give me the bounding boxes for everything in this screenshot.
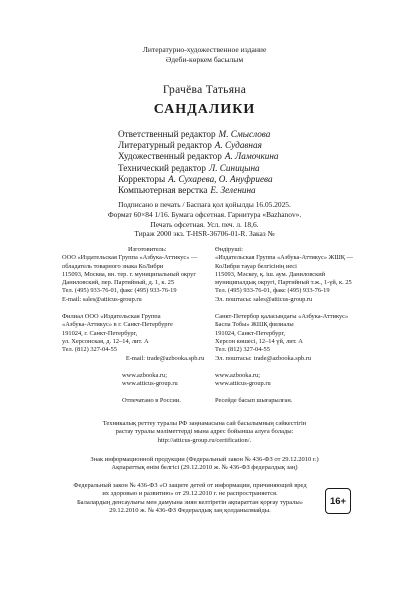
law-line: Балалардың денсаулығы мен дамуына зиян келтіретін ақпараттан қорғау туралы» xyxy=(76,498,304,506)
credit-row xyxy=(118,163,318,174)
email-line-2 xyxy=(62,354,205,363)
email-label: Эл. поштасы: xyxy=(215,354,252,362)
branch-line: Филиал ООО «Издательская Группа xyxy=(62,313,161,321)
credit-role: Корректоры xyxy=(118,173,166,184)
print-info-line: Подписано в печать / Баспаға қол қойылды 16.05.2025. xyxy=(118,200,291,209)
site-line: www.atticus-group.ru xyxy=(122,380,178,388)
credit-role: Компьютерная верстка xyxy=(118,185,208,196)
genre-line-kz: Әдеби-көркем басылым xyxy=(165,55,244,64)
credit-name: М. Смыслова xyxy=(218,129,271,139)
credit-name: А. Ламочкина xyxy=(224,151,279,162)
email-line-2 xyxy=(215,355,365,363)
address-line: Даниловский, пер. Партийный, д. 1, к. 25 xyxy=(62,279,175,287)
credit-role: Технический редактор xyxy=(118,162,206,173)
address-line: ООО «Издательская Группа «Азбука-Аттикус» — xyxy=(62,254,198,262)
info-sign-line: Знак информационной продукции (Федеральный закон № 436-ФЗ от 29.12.2010 г.) xyxy=(90,456,319,463)
email-label: E-mail: xyxy=(125,354,145,362)
credit-row xyxy=(118,140,318,151)
branch-line: Тел. (812) 327-04-55 xyxy=(215,346,270,354)
law-line: 29.12.2010 ж. № 436-ФЗ Федералдық заң қолданылмайды. xyxy=(109,507,271,515)
manufacturer-heading: Өндіруші: xyxy=(215,246,243,253)
manufacturer-kz xyxy=(215,246,365,406)
credit-role: Ответственный редактор xyxy=(118,129,216,139)
law-block xyxy=(0,482,380,516)
branch-line: ул. Херсонская, д. 12–14, лит. А xyxy=(62,337,149,345)
email-line: Эл. поштасы: sales@atticus-group.ru xyxy=(215,295,313,303)
branch-line: Санкт-Петербор қаласындағы «Азбука-Аттикус» xyxy=(215,313,349,321)
law-line: их здоровью и развитию» от 29.12.2010 г. не распространяется. xyxy=(102,490,278,498)
address-line: 115093, Мәскеу, қ. іш. аум. Даниловский xyxy=(215,270,326,278)
credit-name: Л. Синицына xyxy=(208,162,260,173)
email-value: trade@azbooka.spb.ru xyxy=(253,354,312,362)
address-line: Тел. (495) 933-76-01, факс (495) 933-76-19 xyxy=(215,287,330,295)
book-author: Грачёва Татьяна xyxy=(162,84,247,96)
branch-line: Тел. (812) 327-04-55 xyxy=(62,346,117,354)
law-line: Федеральный закон № 436-ФЗ «О защите детей от информации, причиняющей вред xyxy=(73,482,307,489)
credit-row xyxy=(118,174,318,185)
address-line: обладатель товарного знака КоЛибри xyxy=(62,262,164,270)
info-sign-block xyxy=(0,456,409,473)
branch-line: Баспа Тобы» ЖШҚ филиалы xyxy=(215,321,294,329)
site-line: www.azbooka.ru; xyxy=(215,371,261,379)
address-line: муниципалдық округі, Партийный т.ж., 1-үй, к. 25 xyxy=(215,279,352,287)
branch-line: 191024, г. Санкт-Петербург, xyxy=(62,329,138,337)
print-info-line: Печать офсетная. Усл. печ. л. 18,6. xyxy=(150,219,259,229)
site-line: www.atticus-group.ru xyxy=(215,380,271,388)
info-sign-line: Ақпараттық өнім белгісі (29.12.2010 ж. № 436-ФЗ федералдық заң) xyxy=(111,464,298,472)
print-info-line: Тираж 2000 экз. T-HSR-36706-01-R. Заказ № xyxy=(134,229,275,239)
credit-name: А. Судавная xyxy=(214,140,262,151)
address-line: КоЛибри тауар белгісінің иесі xyxy=(215,262,297,270)
credit-row xyxy=(118,129,318,140)
manufacturer-ru xyxy=(62,246,205,406)
certification-line: http://atticus-group.ru/certification/. xyxy=(157,436,252,444)
credit-name: Е. Зеленина xyxy=(210,185,256,196)
address-line: 115093, Москва, вн. тер. г. муниципальный округ xyxy=(62,270,196,278)
site-line: www.azbooka.ru; xyxy=(122,371,168,379)
printed-in: Отпечатано в России. xyxy=(122,397,181,405)
credit-row xyxy=(118,185,318,196)
credit-row xyxy=(118,151,318,162)
certification-block xyxy=(0,420,409,445)
book-title: САНДАЛИКИ xyxy=(153,102,256,117)
certification-line: Техникалық реттеу туралы РФ заңнамасына сай басылымның сәйкестігін xyxy=(102,420,307,427)
email-value: trade@azbooka.spb.ru xyxy=(147,354,205,362)
credit-name: А. Сухарева, О. Ануфриева xyxy=(168,173,273,184)
manufacturer-heading: Изготовитель: xyxy=(128,246,167,253)
branch-line: Херсон көшесі, 12–14 үй, лит. А xyxy=(215,337,303,345)
print-info xyxy=(0,200,409,239)
branch-line: «Азбука-Аттикус» в г. Санкт-Петербурге xyxy=(62,321,173,329)
genre-line: Литературно-художественное издание xyxy=(142,45,267,54)
branch-line: 191024, Санкт-Петербург, xyxy=(215,329,285,337)
print-info-line: Формат 60×84 1/16. Бумага офсетная. Гарнитура «Bazhanov». xyxy=(107,209,302,219)
credit-role: Художественный редактор xyxy=(118,151,222,162)
printed-in: Ресейде басып шығарылған. xyxy=(215,397,293,405)
age-rating-badge: 16+ xyxy=(325,488,351,514)
certification-line: растау туралы мәліметтерді мына адрес бойынша алуға болады: xyxy=(115,428,294,436)
credit-role: Литературный редактор xyxy=(118,140,212,151)
credits-block xyxy=(118,129,318,196)
address-line: Тел. (495) 933-76-01, факс (495) 933-76-19 xyxy=(62,287,177,295)
address-line: «Издательская Группа «Азбука-Аттикус» ЖШҚ — xyxy=(215,254,354,262)
email-line: E-mail: sales@atticus-group.ru xyxy=(62,295,142,303)
